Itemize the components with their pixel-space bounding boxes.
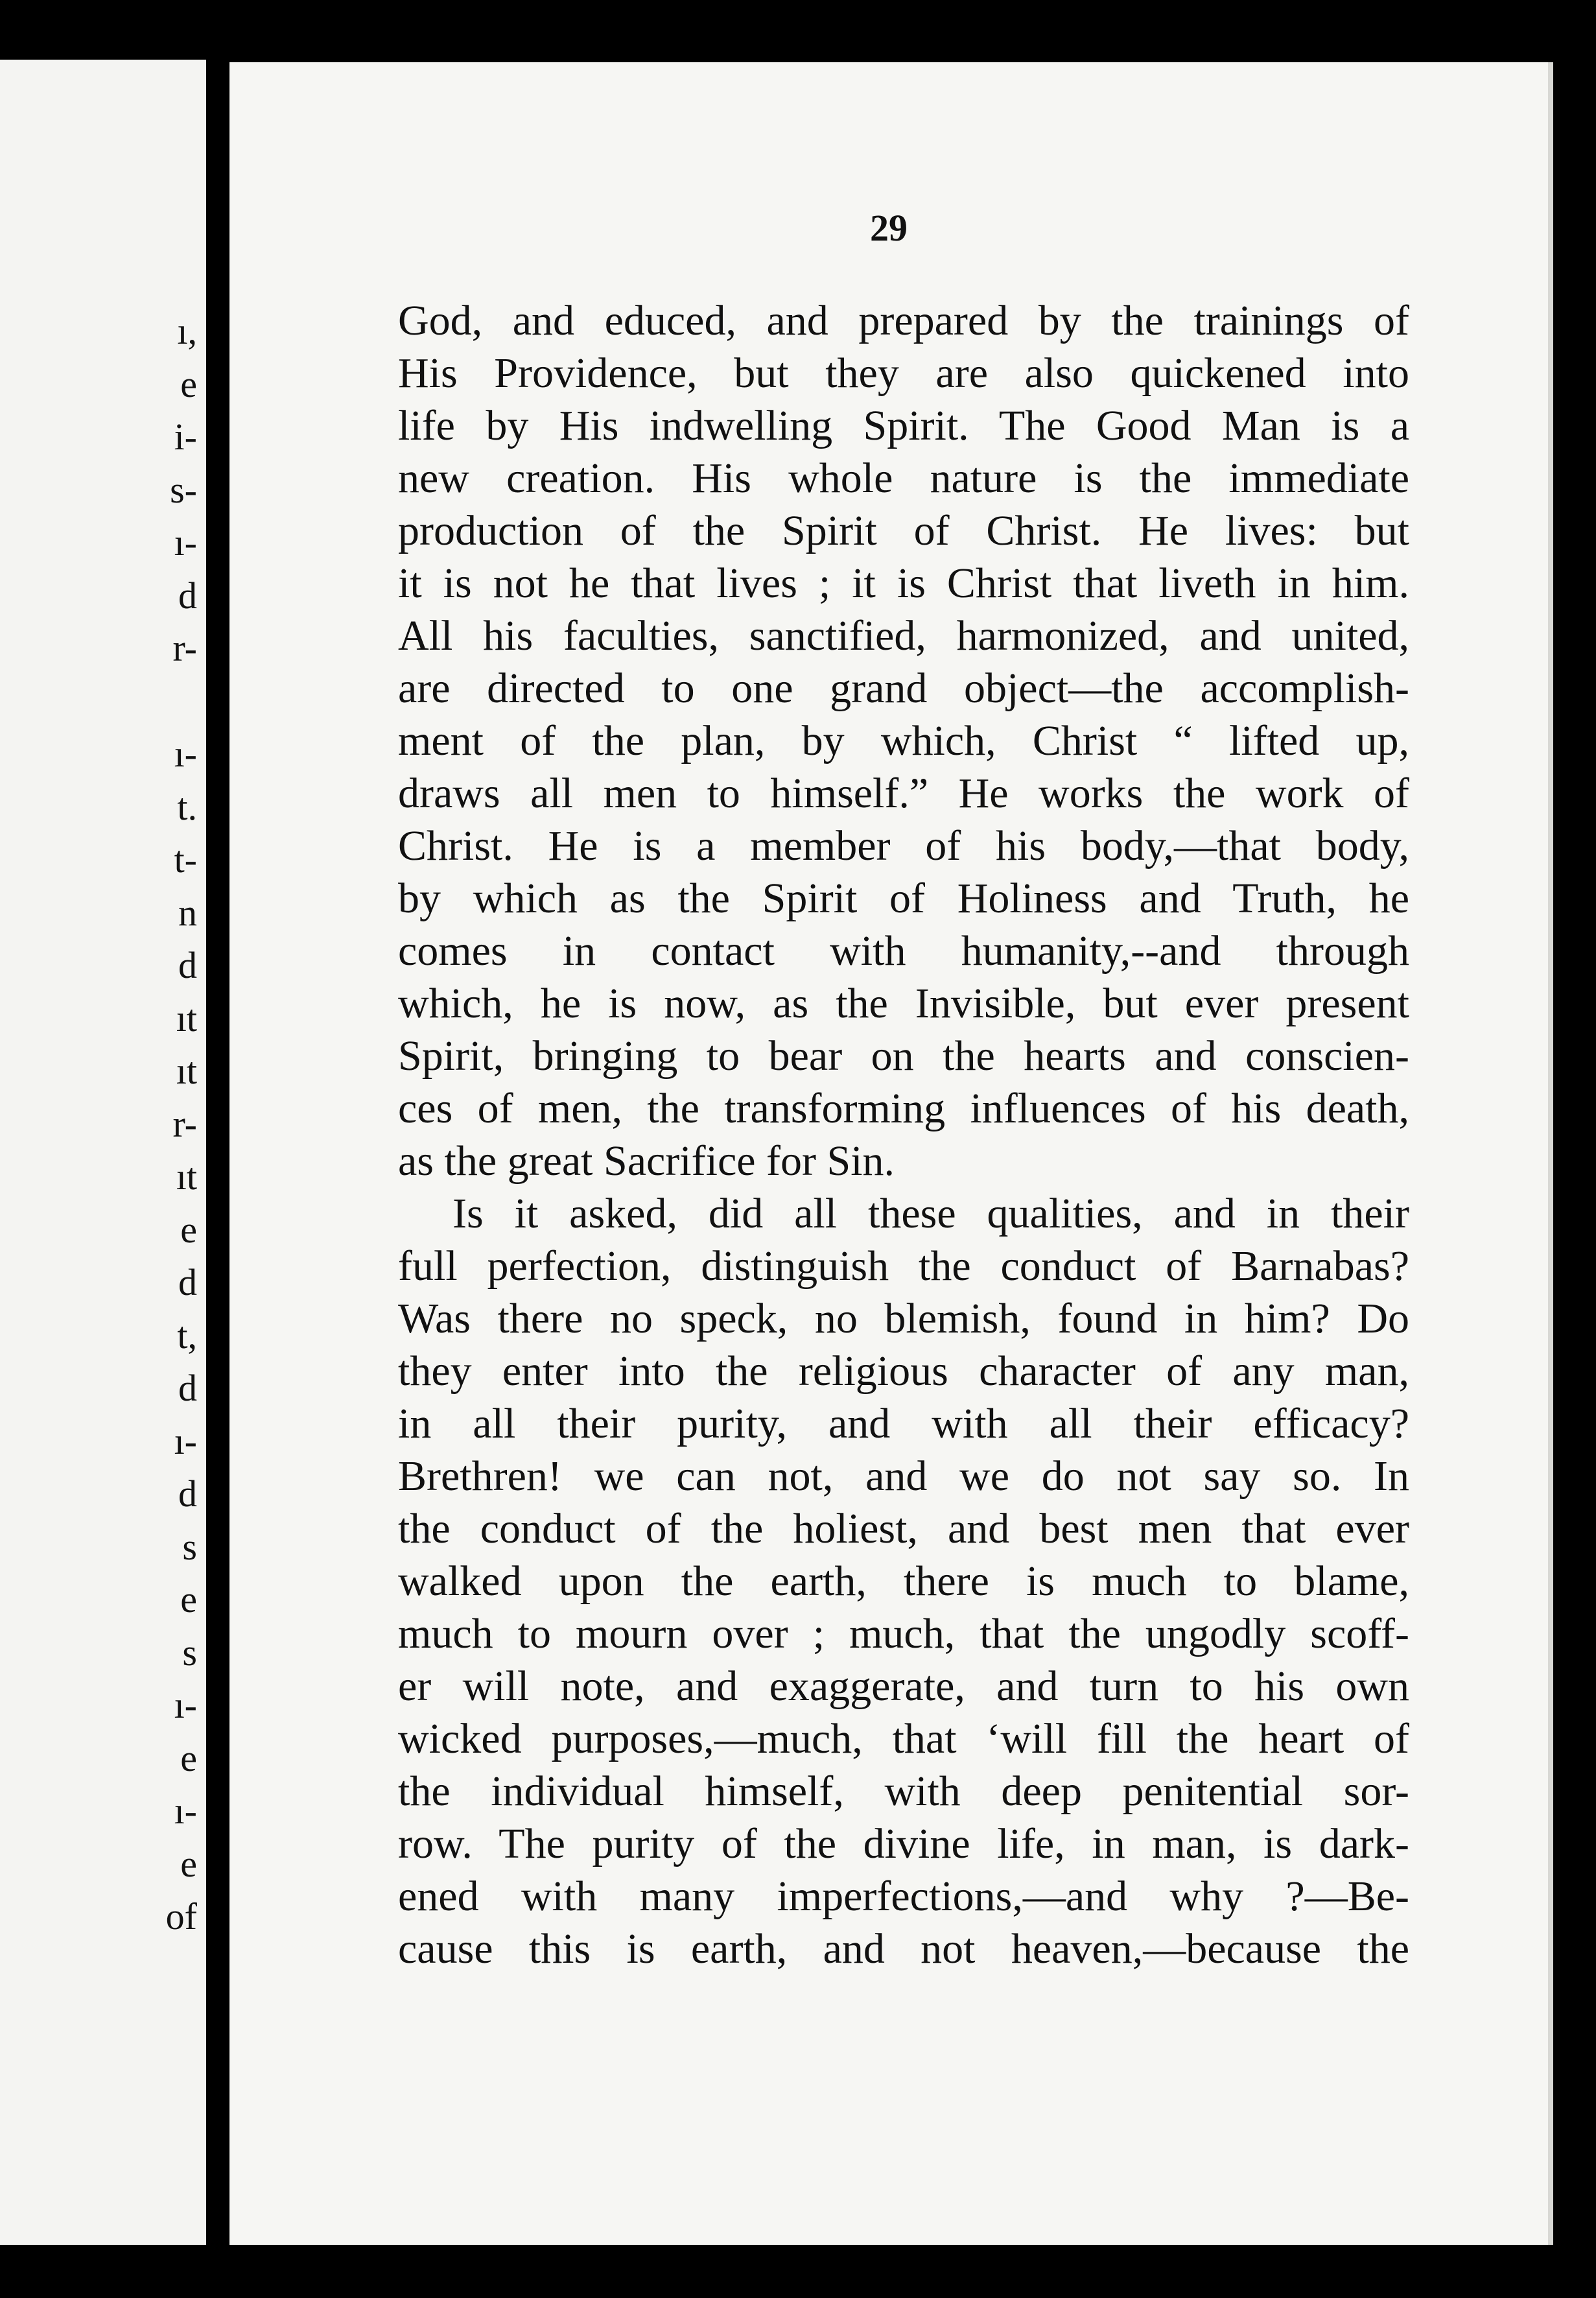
text-line: walked upon the earth, there is much to blame, (398, 1558, 1409, 1605)
text-line: the individual himself, with deep penitential sor- (398, 1768, 1409, 1815)
page-edge (1548, 62, 1553, 2245)
facing-page-fragment: d (178, 574, 197, 617)
text-line: it is not he that lives ; it is Christ that liveth in him. (398, 560, 1409, 607)
facing-page-fragment: s- (170, 469, 197, 511)
text-line: draws all men to himself.” He works the work of (398, 770, 1409, 817)
text-line: Is it asked, did all these qualities, and in their (452, 1190, 1409, 1237)
facing-page-fragment: r- (172, 1103, 197, 1145)
text-line: All his faculties, sanctified, harmonized, and united, (398, 612, 1409, 659)
facing-page-fragment: ı- (174, 733, 197, 775)
facing-page-fragment: s (182, 1526, 197, 1568)
book-gutter (206, 60, 229, 2245)
facing-page-fragment: s (182, 1631, 197, 1674)
text-line: in all their purity, and with all their efficacy? (398, 1400, 1409, 1447)
facing-page-fragment: t. (177, 786, 197, 828)
book-page (229, 62, 1548, 2245)
text-line: Christ. He is a member of his body,—that body, (398, 822, 1409, 870)
text-line: cause this is earth, and not heaven,—because the (398, 1925, 1409, 1972)
text-line: new creation. His whole nature is the immediate (398, 455, 1409, 502)
text-line: full perfection, distinguish the conduct of Barnabas? (398, 1242, 1409, 1290)
facing-page-fragment: ı- (174, 1790, 197, 1832)
text-line: by which as the Spirit of Holiness and Truth, he (398, 875, 1409, 922)
facing-page-fragment: e (180, 1737, 197, 1779)
text-line: ened with many imperfections,—and why ?—Be- (398, 1873, 1409, 1920)
facing-page-fragment: d (178, 1367, 197, 1409)
text-line: they enter into the religious character of any man, (398, 1347, 1409, 1395)
facing-page-fragment: d (178, 1473, 197, 1515)
facing-page-fragment: d (178, 944, 197, 986)
text-line: His Providence, but they are also quickened into (398, 349, 1409, 397)
facing-page-fragment: of (165, 1895, 197, 1937)
text-line: wicked purposes,—much, that ‘will fill the heart of (398, 1715, 1409, 1762)
facing-page-fragment: d (178, 1261, 197, 1303)
facing-page-fragment: ı- (174, 1684, 197, 1726)
text-line: the conduct of the holiest, and best men that ever (398, 1505, 1409, 1552)
body-text (398, 294, 1409, 1975)
text-line: as the great Sacrifice for Sin. (398, 1137, 895, 1185)
facing-page-fragment: i- (174, 416, 197, 458)
facing-page-fragment: e (180, 1209, 197, 1251)
text-line: are directed to one grand object—the accomplish- (398, 665, 1409, 712)
facing-page-fragment: ıt (176, 1050, 197, 1092)
text-line: er will note, and exaggerate, and turn to his own (398, 1663, 1409, 1710)
text-line: ces of men, the transforming influences of his death, (398, 1085, 1409, 1132)
facing-page-fragment: ı- (174, 1420, 197, 1462)
facing-page-fragment: e (180, 1843, 197, 1885)
text-line: comes in contact with humanity,--and through (398, 927, 1409, 975)
facing-page-fragment: n (178, 892, 197, 934)
text-line: which, he is now, as the Invisible, but ever present (398, 980, 1409, 1027)
text-line: ment of the plan, by which, Christ “ lifted up, (398, 717, 1409, 764)
facing-page-fragment: ı, (177, 310, 197, 352)
facing-page-fragment: r- (172, 627, 197, 669)
facing-page-fragment: e (180, 363, 197, 405)
text-line: Spirit, bringing to bear on the hearts and conscien- (398, 1032, 1409, 1080)
facing-page-fragment: t- (174, 838, 197, 881)
facing-page-fragment: ıt (176, 997, 197, 1039)
text-line: Was there no speck, no blemish, found in him? Do (398, 1295, 1409, 1342)
text-line: row. The purity of the divine life, in man, is dark- (398, 1820, 1409, 1867)
facing-page-fragment: e (180, 1578, 197, 1620)
text-line: much to mourn over ; much, that the ungodly scoff- (398, 1610, 1409, 1657)
text-line: production of the Spirit of Christ. He lives: but (398, 507, 1409, 554)
page-number: 29 (870, 207, 908, 249)
facing-page-edge (0, 60, 206, 2245)
facing-page-fragment: ı- (174, 521, 197, 563)
facing-page-fragment: t, (177, 1314, 197, 1356)
text-line: life by His indwelling Spirit. The Good Man is a (398, 402, 1409, 449)
text-line: Brethren! we can not, and we do not say so. In (398, 1452, 1409, 1500)
text-line: God, and educed, and prepared by the trainings of (398, 297, 1409, 344)
facing-page-fragment: ıt (176, 1155, 197, 1198)
